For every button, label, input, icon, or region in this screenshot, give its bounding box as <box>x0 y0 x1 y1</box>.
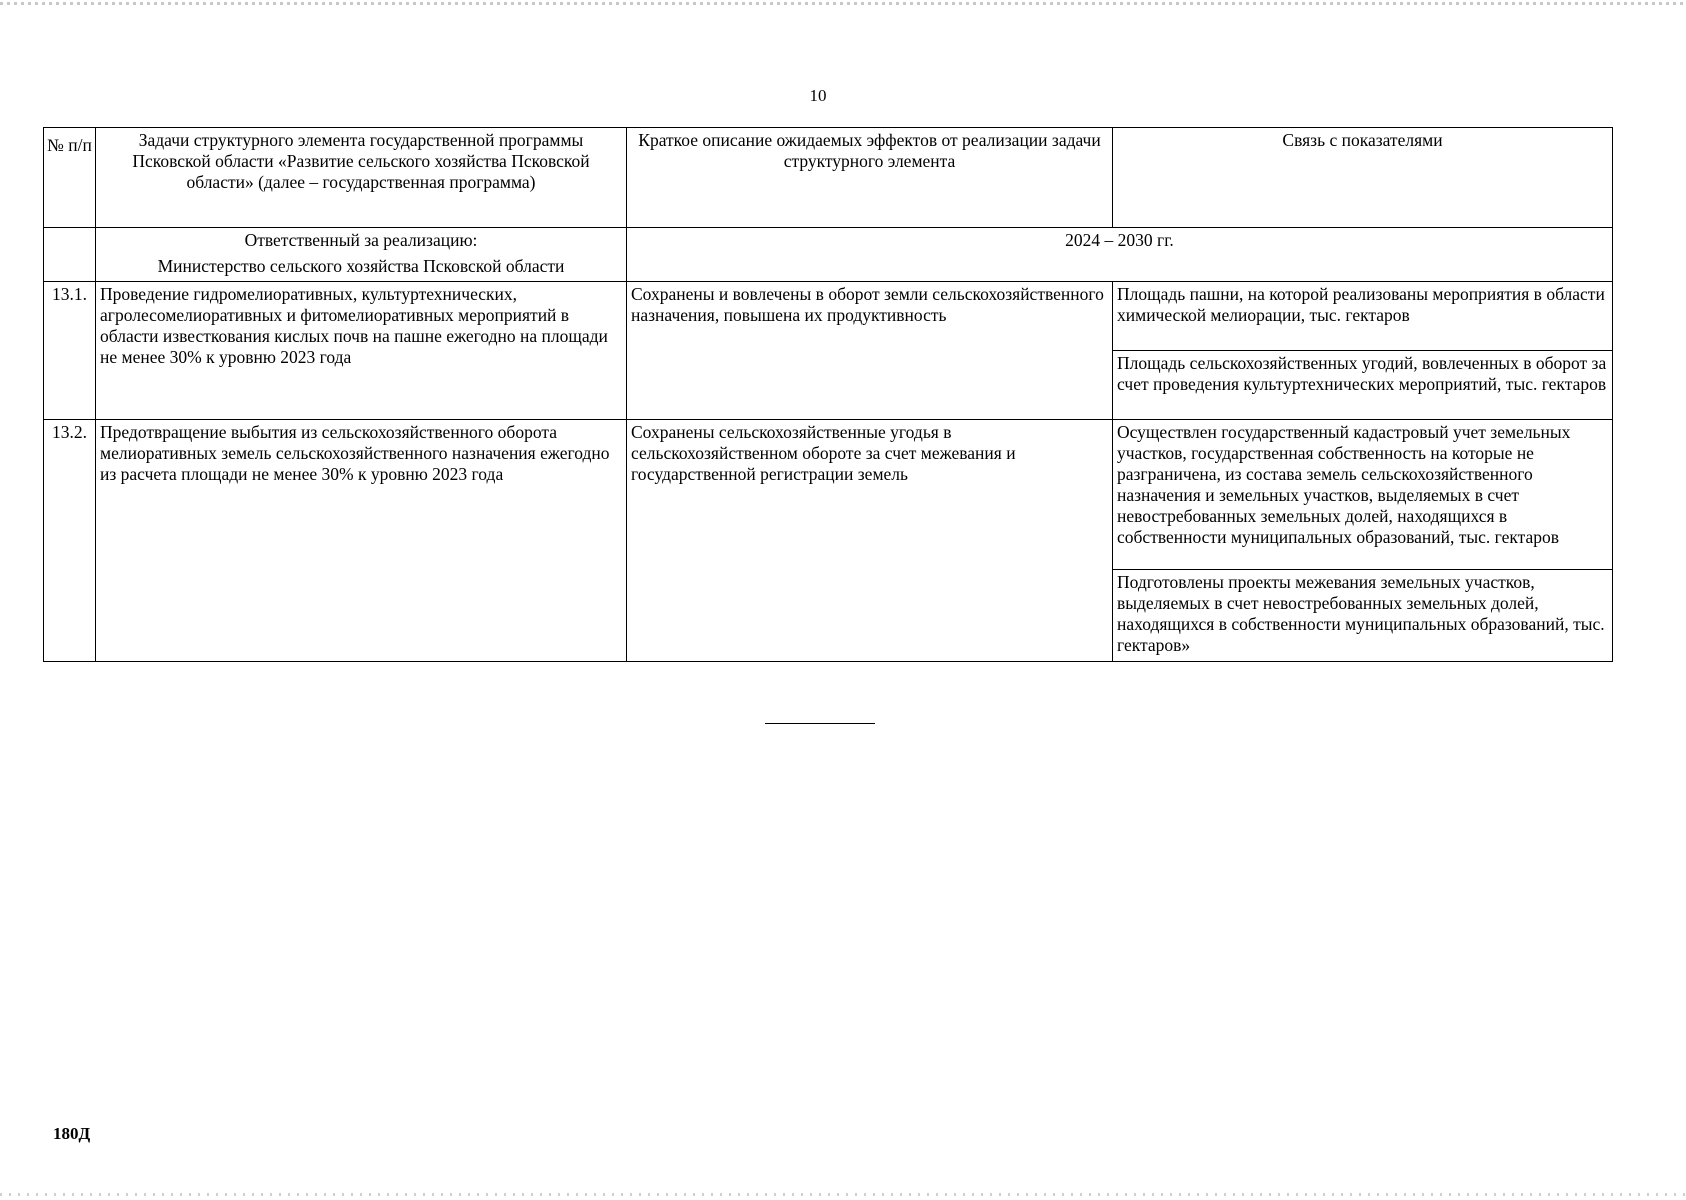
responsible-label: Ответственный за реализацию: <box>244 230 478 250</box>
row-effect: Сохранены сельскохозяйственные угодья в сельскохозяйственном обороте за счет межевания и государственной регистрации земель <box>627 420 1113 662</box>
table-row <box>44 282 1613 351</box>
table-header-row <box>44 128 1613 228</box>
header-num: № п/п <box>44 128 96 228</box>
responsible-row <box>44 228 1613 282</box>
period-cell: 2024 – 2030 гг. <box>627 228 1613 282</box>
row-indicator: Площадь сельскохозяйственных угодий, вовлеченных в оборот за счет проведения культуртехнических мероприятий, тыс. гектаров <box>1113 351 1613 420</box>
row-number: 13.2. <box>44 420 96 662</box>
row-task: Проведение гидромелиоративных, культуртехнических, агролесомелиоративных и фитомелиоративных мероприятий в области известкования кислых почв на пашне ежегодно на площади не менее 30% к уровню 2023 года <box>96 282 627 420</box>
responsible-cell <box>96 228 627 282</box>
row-indicator: Осуществлен государственный кадастровый учет земельных участков, государственная собственность на которые не разграничена, из состава земель сельскохозяйственного назначения и земельных участков, выделяемых в счет невостребованных земельных долей, находящихся в собственности муниципальных образований, тыс. гектаров <box>1113 420 1613 570</box>
table-row <box>44 420 1613 570</box>
program-tasks-table <box>43 127 1613 662</box>
row-task: Предотвращение выбытия из сельскохозяйственного оборота мелиоративных земель сельскохозяйственного назначения ежегодно из расчета площади не менее 30% к уровню 2023 года <box>96 420 627 662</box>
header-effects: Краткое описание ожидаемых эффектов от реализации задачи структурного элемента <box>627 128 1113 228</box>
scan-edge-top <box>0 2 1686 5</box>
responsible-name: Министерство сельского хозяйства Псковской области <box>157 256 565 276</box>
header-tasks: Задачи структурного элемента государственной программы Псковской области «Развитие сельского хозяйства Псковской области» (далее – государственная программа) <box>96 128 627 228</box>
end-separator-line <box>765 723 875 724</box>
scan-edge-bottom <box>0 1193 1686 1196</box>
page-number: 10 <box>809 86 827 105</box>
header-indicators: Связь с показателями <box>1113 128 1613 228</box>
responsible-empty-cell <box>44 228 96 282</box>
row-indicator: Площадь пашни, на которой реализованы мероприятия в области химической мелиорации, тыс. гектаров <box>1113 282 1613 351</box>
row-indicator: Подготовлены проекты межевания земельных участков, выделяемых в счет невостребованных земельных долей, находящихся в собственности муниципальных образований, тыс. гектаров» <box>1113 570 1613 662</box>
footer-code: 180Д <box>53 1124 91 1143</box>
row-effect: Сохранены и вовлечены в оборот земли сельскохозяйственного назначения, повышена их продуктивность <box>627 282 1113 420</box>
row-number: 13.1. <box>44 282 96 420</box>
